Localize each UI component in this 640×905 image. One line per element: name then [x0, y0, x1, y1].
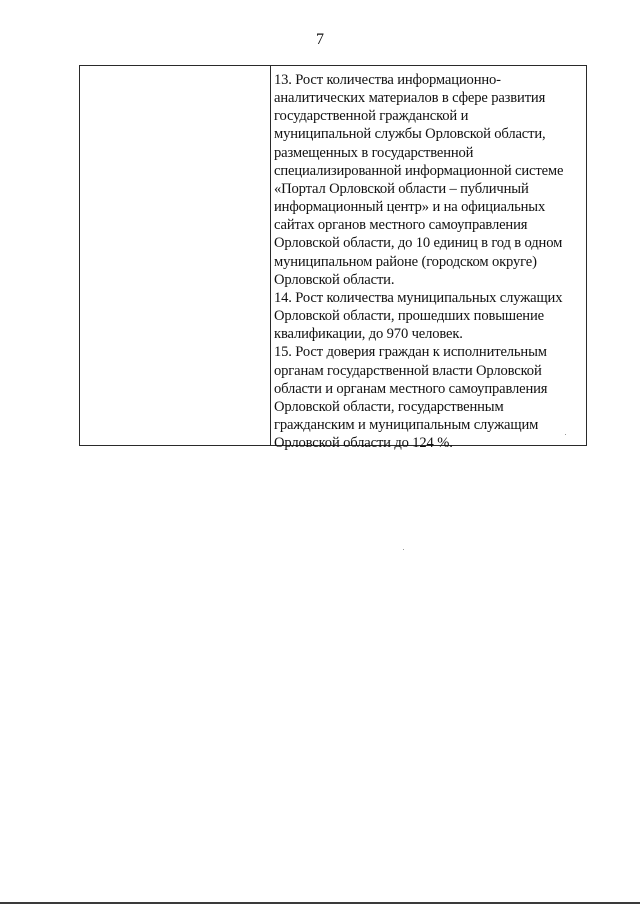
text-line: 14. Рост количества муниципальных служащих: [274, 289, 563, 306]
text-line: специализированной информационной системе: [274, 162, 564, 179]
text-line: аналитических материалов в сфере развития: [274, 90, 546, 107]
scan-speck: [403, 549, 404, 550]
page-bottom-edge: [0, 902, 640, 904]
text-line: Орловской области, до 10 единиц в год в одном: [274, 235, 563, 252]
text-line: государственной гражданской и: [274, 108, 469, 125]
table-right-cell: [271, 66, 586, 452]
text-line: 13. Рост количества информационно-: [274, 72, 501, 88]
document-table: [79, 65, 587, 452]
text-line: квалификации, до 970 человек.: [274, 326, 463, 343]
text-line: Орловской области.: [274, 271, 395, 288]
text-line: сайтах органов местного самоуправления: [274, 217, 528, 234]
page-number: 7: [316, 31, 324, 48]
text-line: 15. Рост доверия граждан к исполнительным: [274, 344, 547, 361]
text-line: Орловской области до 124 %.: [274, 435, 453, 452]
text-line: «Портал Орловской области – публичный: [274, 180, 529, 197]
text-line: размещенных в государственной: [274, 144, 474, 161]
text-line: муниципальном районе (городском округе): [274, 253, 537, 270]
scan-speck: [565, 434, 566, 435]
text-line: Орловской области, государственным: [274, 398, 504, 415]
text-line: области и органам местного самоуправления: [274, 380, 548, 397]
text-line: гражданским и муниципальным служащим: [274, 416, 539, 433]
text-line: органам государственной власти Орловской: [274, 362, 542, 379]
text-line: Орловской области, прошедших повышение: [274, 308, 544, 325]
text-line: муниципальной службы Орловской области,: [274, 126, 546, 143]
table-left-cell: [80, 66, 271, 445]
text-line: информационный центр» и на официальных: [274, 199, 546, 216]
